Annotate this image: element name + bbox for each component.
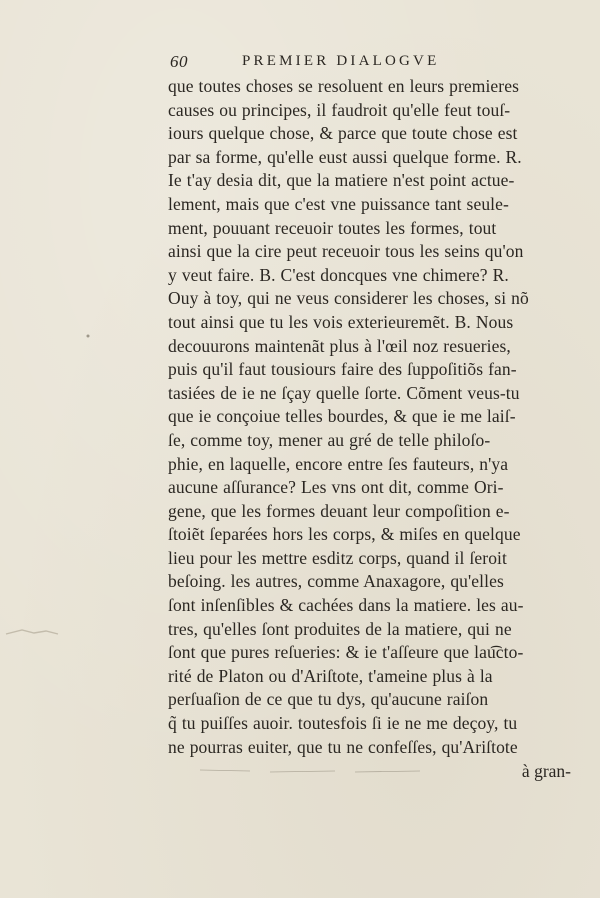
text-line: puis qu'il faut tousiours faire des ſuppoſitiõs fan- <box>168 359 517 380</box>
page-header <box>170 52 590 74</box>
text-line: Ouy à toy, qui ne veus considerer les choses, si nõ <box>168 288 529 309</box>
text-line: que toutes choses se resoluent en leurs premieres <box>168 76 519 96</box>
body-text <box>168 75 588 783</box>
text-line: lieu pour les mettre esditz corps, quand il ſeroit <box>168 547 507 568</box>
text-line: aucune aſſurance? Les vns ont dit, comme Ori- <box>168 477 504 498</box>
text-line: lement, mais que c'est vne puissance tant seule- <box>168 193 509 214</box>
text-line: q̃ tu puiſſes auoir. toutesfois ſi ie ne me deçoy, tu <box>168 713 518 734</box>
text-line: decouurons maintenãt plus à l'œil noz resueries, <box>168 335 511 356</box>
text-line: phie, en laquelle, encore entre ſes fauteurs, n'ya <box>168 453 509 474</box>
text-line: ſont que pures reſueries: & ie t'aſſeure que lau͡cto- <box>168 642 524 663</box>
text-line: y veut faire. B. C'est doncques vne chimere? R. <box>168 264 509 285</box>
catchword: à gran- <box>521 761 571 782</box>
text-line: ment, pouuant receuoir toutes les formes, tout <box>168 217 497 238</box>
text-line: perſuaſion de ce que tu dys, qu'aucune raiſon <box>168 689 489 710</box>
text-line: ſtoiẽt ſeparées hors les corps, & miſes en quelque <box>168 524 521 545</box>
text-line: tasiées de ie ne ſçay quelle ſorte. Cõment veus-tu <box>168 382 520 403</box>
text-line: iours quelque chose, & parce que toute chose est <box>168 123 518 144</box>
text-line: rité de Platon ou d'Ariſtote, t'ameine plus à la <box>168 665 493 686</box>
page-number: 60 <box>170 52 188 71</box>
text-line: ne pourras euiter, que tu ne confeſſes, qu'Ariſtote <box>168 736 518 757</box>
text-line: par sa forme, qu'elle eust aussi quelque forme. R. <box>168 146 522 167</box>
text-line: beſoing. les autres, comme Anaxagore, qu'elles <box>168 571 504 592</box>
text-line: tres, qu'elles ſont produites de la matiere, qui ne <box>168 618 512 639</box>
text-line: ainsi que la cire peut receuoir tous les seins qu'on <box>168 241 524 262</box>
text-line: causes ou principes, il faudroit qu'elle feut touſ- <box>168 99 511 120</box>
text-line: tout ainsi que tu les vois exterieuremẽt. B. Nous <box>168 311 514 332</box>
running-head: PREMIER DIALOGVE <box>242 53 440 69</box>
text-line: Ie t'ay desia dit, que la matiere n'est point actue- <box>168 170 515 191</box>
text-line: ſe, comme toy, mener au gré de telle philoſo- <box>168 429 491 450</box>
text-line: ſont inſenſibles & cachées dans la matiere. les au- <box>168 595 524 616</box>
text-line: que ie conçoiue telles bourdes, & que ie me laiſ- <box>168 406 516 427</box>
text-line: gene, que les formes deuant leur compoſition e- <box>168 500 510 521</box>
